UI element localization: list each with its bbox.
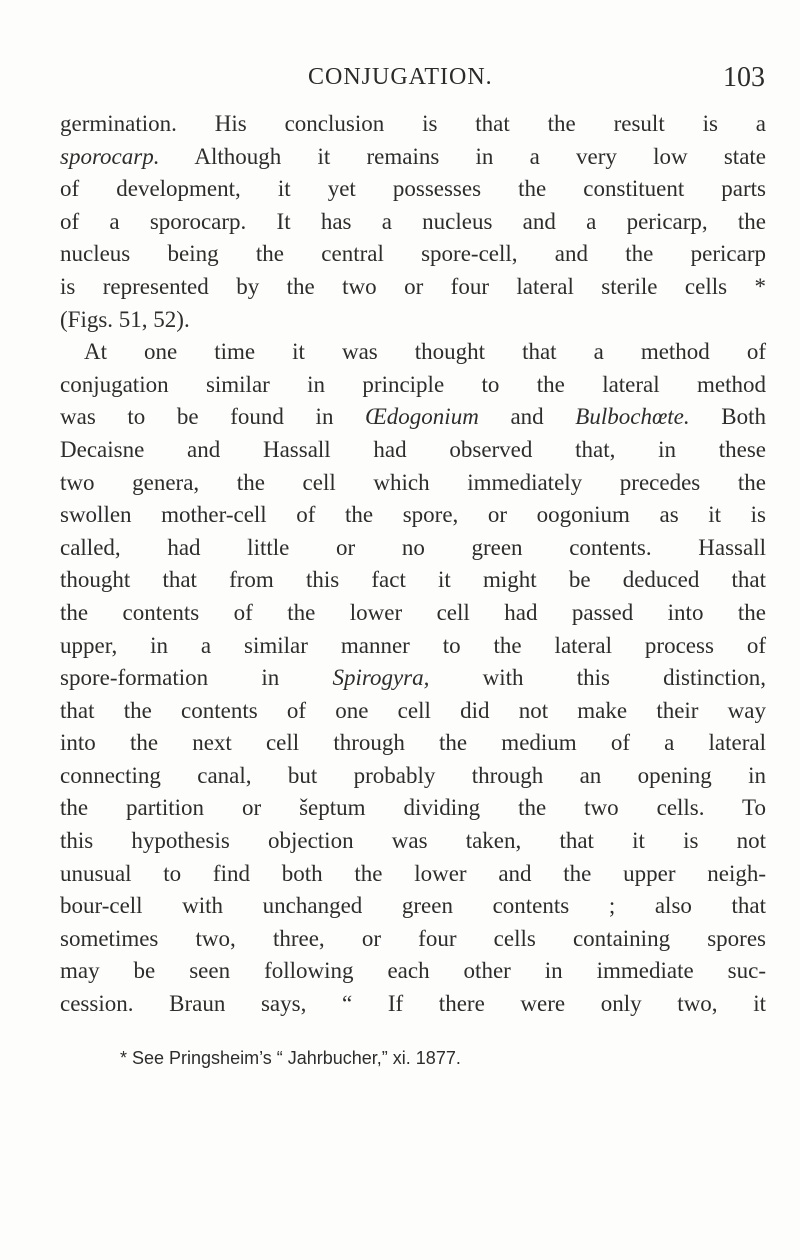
text-line: of development, it yet possesses the constituent parts: [60, 176, 766, 202]
text-line: thought that from this fact it might be deduced that: [60, 567, 766, 593]
text-line: was to be found in Œdogonium and Bulbochœte. Both: [60, 404, 767, 430]
text-line: Decaisne and Hassall had observed that, in these: [60, 436, 766, 462]
text-line: At one time it was thought that a method of: [84, 339, 766, 365]
text-line: into the next cell through the medium of a lateral: [60, 730, 766, 756]
page-number: 103: [723, 62, 765, 93]
text-line: unusual to find both the lower and the upper neigh-: [60, 860, 766, 886]
text-line: is represented by the two or four lateral sterile cells *: [60, 273, 766, 299]
text-line: may be seen following each other in immediate suc-: [60, 958, 766, 984]
body-text: [60, 108, 766, 1021]
text-line: two genera, the cell which immediately precedes the: [60, 469, 766, 495]
running-head: CONJUGATION.: [308, 64, 493, 90]
text-line: swollen mother-cell of the spore, or oogonium as it is: [60, 502, 766, 528]
text-line: the contents of the lower cell had passed into the: [60, 599, 766, 625]
text-line: the partition or šeptum dividing the two cells. To: [60, 795, 766, 821]
text-line: nucleus being the central spore-cell, and the pericarp: [60, 241, 766, 267]
page-header: [60, 64, 765, 104]
text-line: (Figs. 51, 52).: [60, 306, 190, 332]
text-line: connecting canal, but probably through an opening in: [60, 762, 766, 788]
text-line: bour-cell with unchanged green contents ; also that: [60, 893, 766, 919]
text-line: that the contents of one cell did not make their way: [60, 697, 766, 723]
text-line: spore-formation in Spirogyra, with this distinction,: [60, 665, 766, 691]
text-line: of a sporocarp. It has a nucleus and a pericarp, the: [60, 208, 766, 234]
text-line: conjugation similar in principle to the lateral method: [60, 371, 766, 397]
text-line: sporocarp. Although it remains in a very low state: [60, 143, 766, 169]
text-line: germination. His conclusion is that the result is a: [60, 111, 766, 136]
text-line: cession. Braun says, “ If there were only two, it: [60, 991, 766, 1017]
footnote: * See Pringsheim’s “ Jahrbucher,” xi. 1877.: [120, 1048, 461, 1068]
text-line: this hypothesis objection was taken, that it is not: [60, 828, 766, 854]
text-line: upper, in a similar manner to the lateral process of: [60, 632, 766, 658]
text-line: called, had little or no green contents. Hassall: [60, 534, 766, 560]
text-line: sometimes two, three, or four cells containing spores: [60, 925, 766, 951]
